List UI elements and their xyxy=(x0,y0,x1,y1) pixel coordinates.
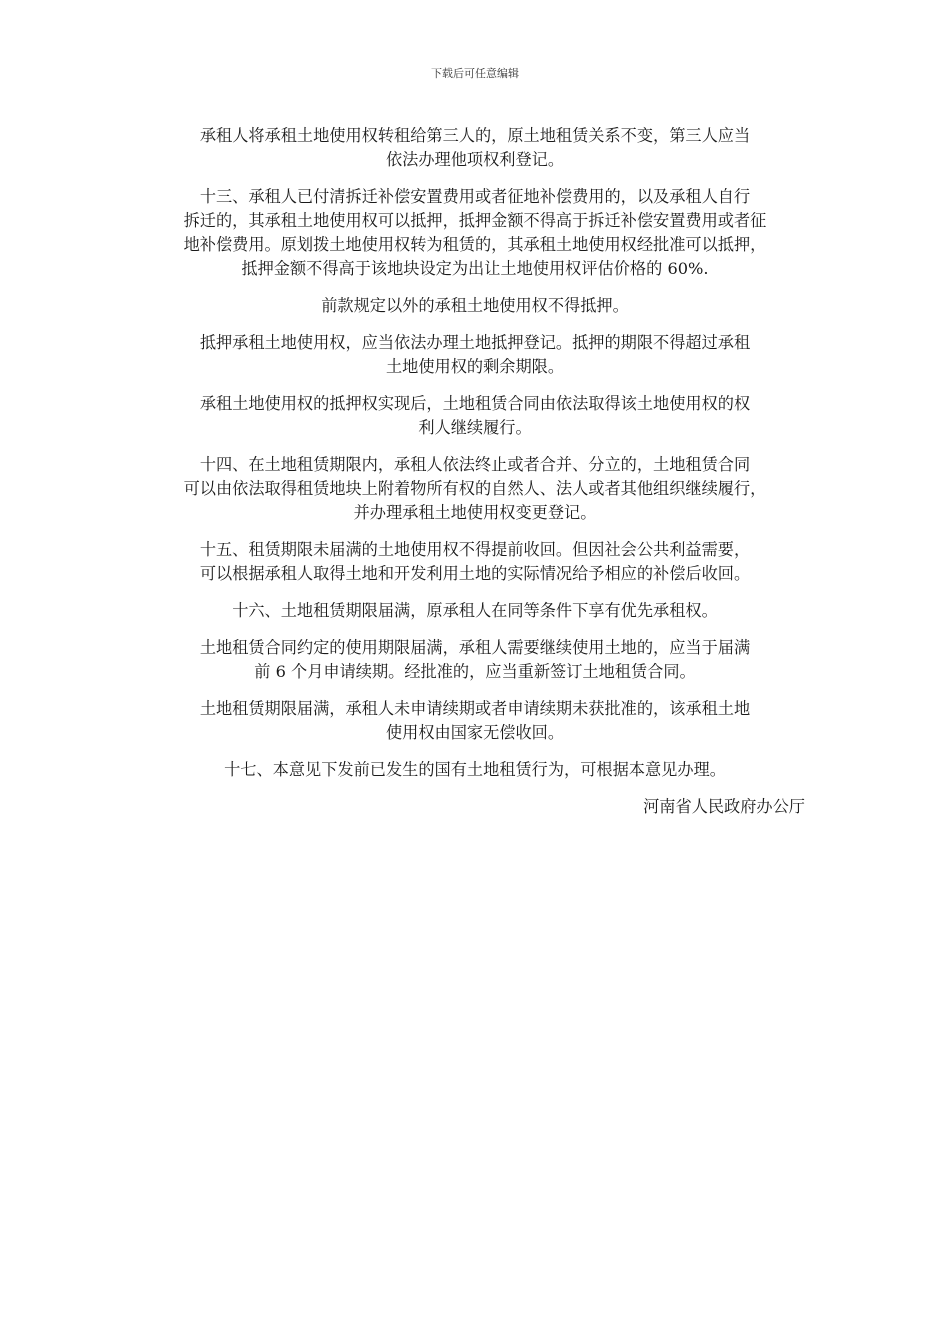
paragraph-sublease: 承租人将承租土地使用权转租给第三人的，原土地租赁关系不变，第三人应当 依法办理他项权利登记。 xyxy=(199,126,751,169)
page-header-note: 下载后可任意编辑 xyxy=(431,67,519,80)
paragraph-article-13: 十三、承租人已付清拆迁补偿安置费用或者征地补偿费用的，以及承租人自行 拆迁的，其承租土地使用权可以抵押，抵押金额不得高于拆迁补偿安置费用或者征 地补偿费用。原划拨土地使用权转为租赁的，其承租土地使用权经批准可以抵押， 抵押金额不得高于该地块设定为出让土地使用权评估价格的 60%. xyxy=(183,187,767,278)
paragraph-article-17: 十七、本意见下发前已发生的国有土地租赁行为，可根据本意见办理。 xyxy=(224,760,726,779)
document-body xyxy=(140,124,810,819)
paragraph-reclaim: 土地租赁期限届满，承租人未申请续期或者申请续期未获批准的，该承租土地 使用权由国家无偿收回。 xyxy=(199,699,751,742)
paragraph-mortgage-realization: 承租土地使用权的抵押权实现后，土地租赁合同由依法取得该土地使用权的权 利人继续履行。 xyxy=(199,394,751,437)
paragraph-article-16: 十六、土地租赁期限届满，原承租人在同等条件下享有优先承租权。 xyxy=(232,601,718,620)
paragraph-renewal: 土地租赁合同约定的使用期限届满，承租人需要继续使用土地的，应当于届满 前 6 个月申请续期。经批准的，应当重新签订土地租赁合同。 xyxy=(199,638,751,681)
paragraph-mortgage-registration: 抵押承租土地使用权，应当依法办理土地抵押登记。抵押的期限不得超过承租 土地使用权的剩余期限。 xyxy=(199,333,751,376)
paragraph-article-15: 十五、租赁期限未届满的土地使用权不得提前收回。但因社会公共利益需要， 可以根据承租人取得土地和开发利用土地的实际情况给予相应的补偿后收回。 xyxy=(199,540,751,583)
paragraph-no-mortgage: 前款规定以外的承租土地使用权不得抵押。 xyxy=(321,296,629,315)
paragraph-article-14: 十四、在土地租赁期限内，承租人依法终止或者合并、分立的，土地租赁合同 可以由依法取得租赁地块上附着物所有权的自然人、法人或者其他组织继续履行， 并办理承租土地使用权变更登记。 xyxy=(183,455,767,522)
issuer-signature: 河南省人民政府办公厅 xyxy=(643,797,805,816)
